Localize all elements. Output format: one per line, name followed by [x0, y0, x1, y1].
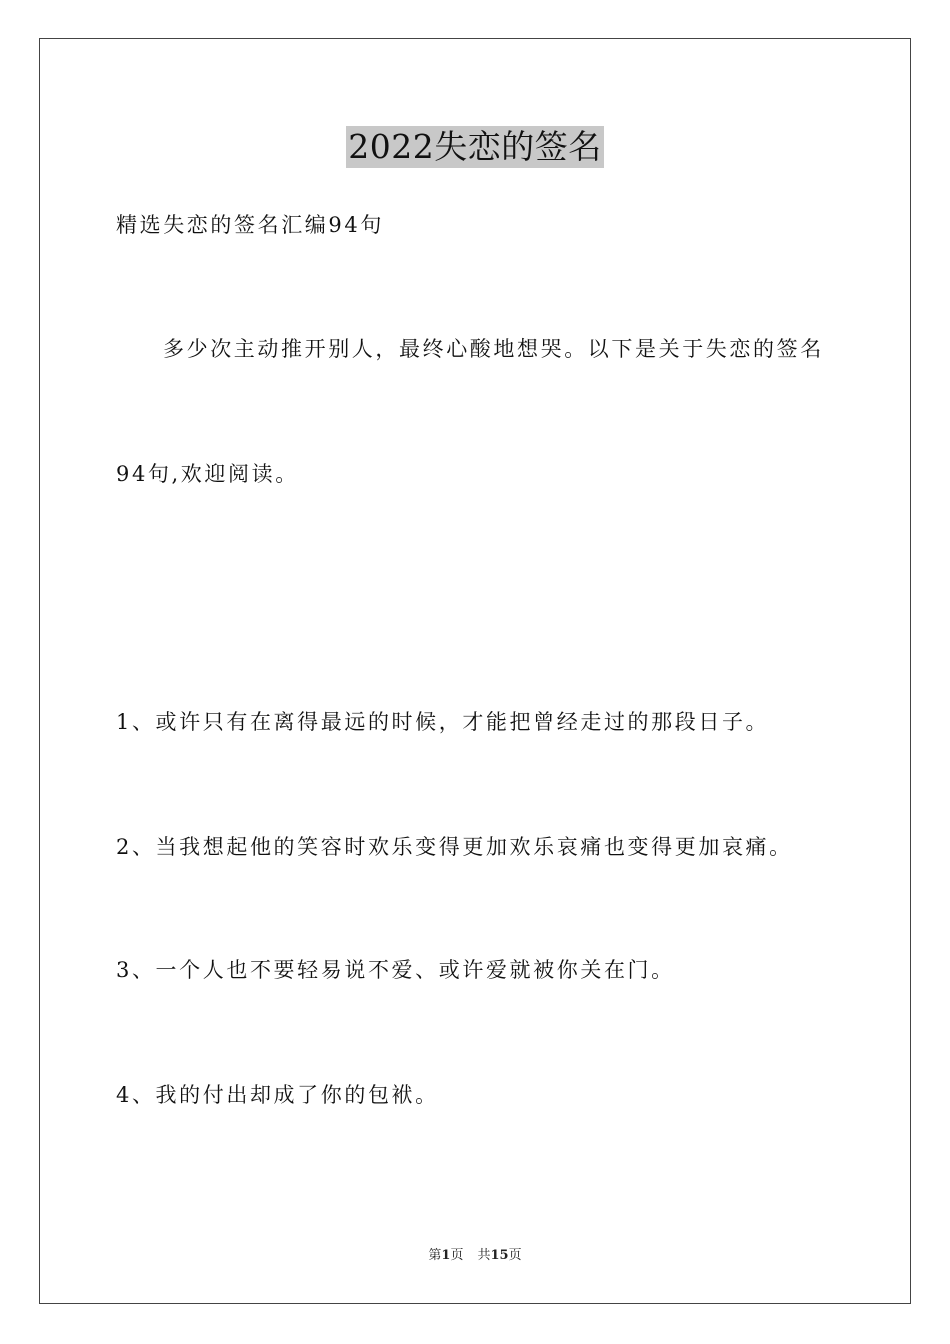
document-title: 2022失恋的签名	[348, 127, 602, 166]
list-item: 3、一个人也不要轻易说不爱、或许爱就被你关在门。	[116, 958, 675, 982]
list-item: 1、或许只有在离得最远的时候，才能把曾经走过的那段日子。	[116, 710, 770, 734]
total-pages: 15	[490, 1248, 509, 1263]
page-prefix: 第	[428, 1248, 442, 1263]
document-subtitle: 精选失恋的签名汇编94句	[116, 213, 384, 237]
page-footer	[0, 1247, 950, 1265]
title-container	[0, 126, 950, 168]
intro-line-1: 多少次主动推开别人，最终心酸地想哭。以下是关于失恋的签名	[163, 337, 824, 361]
page-number: 1	[441, 1248, 451, 1263]
list-item: 2、当我想起他的笑容时欢乐变得更加欢乐哀痛也变得更加哀痛。	[116, 835, 793, 859]
list-item: 4、我的付出却成了你的包袱。	[116, 1083, 439, 1107]
total-suffix: 页	[508, 1248, 522, 1263]
intro-line-2: 94句,欢迎阅读。	[116, 462, 299, 486]
page-suffix: 页	[450, 1248, 464, 1263]
total-prefix: 共	[477, 1248, 491, 1263]
